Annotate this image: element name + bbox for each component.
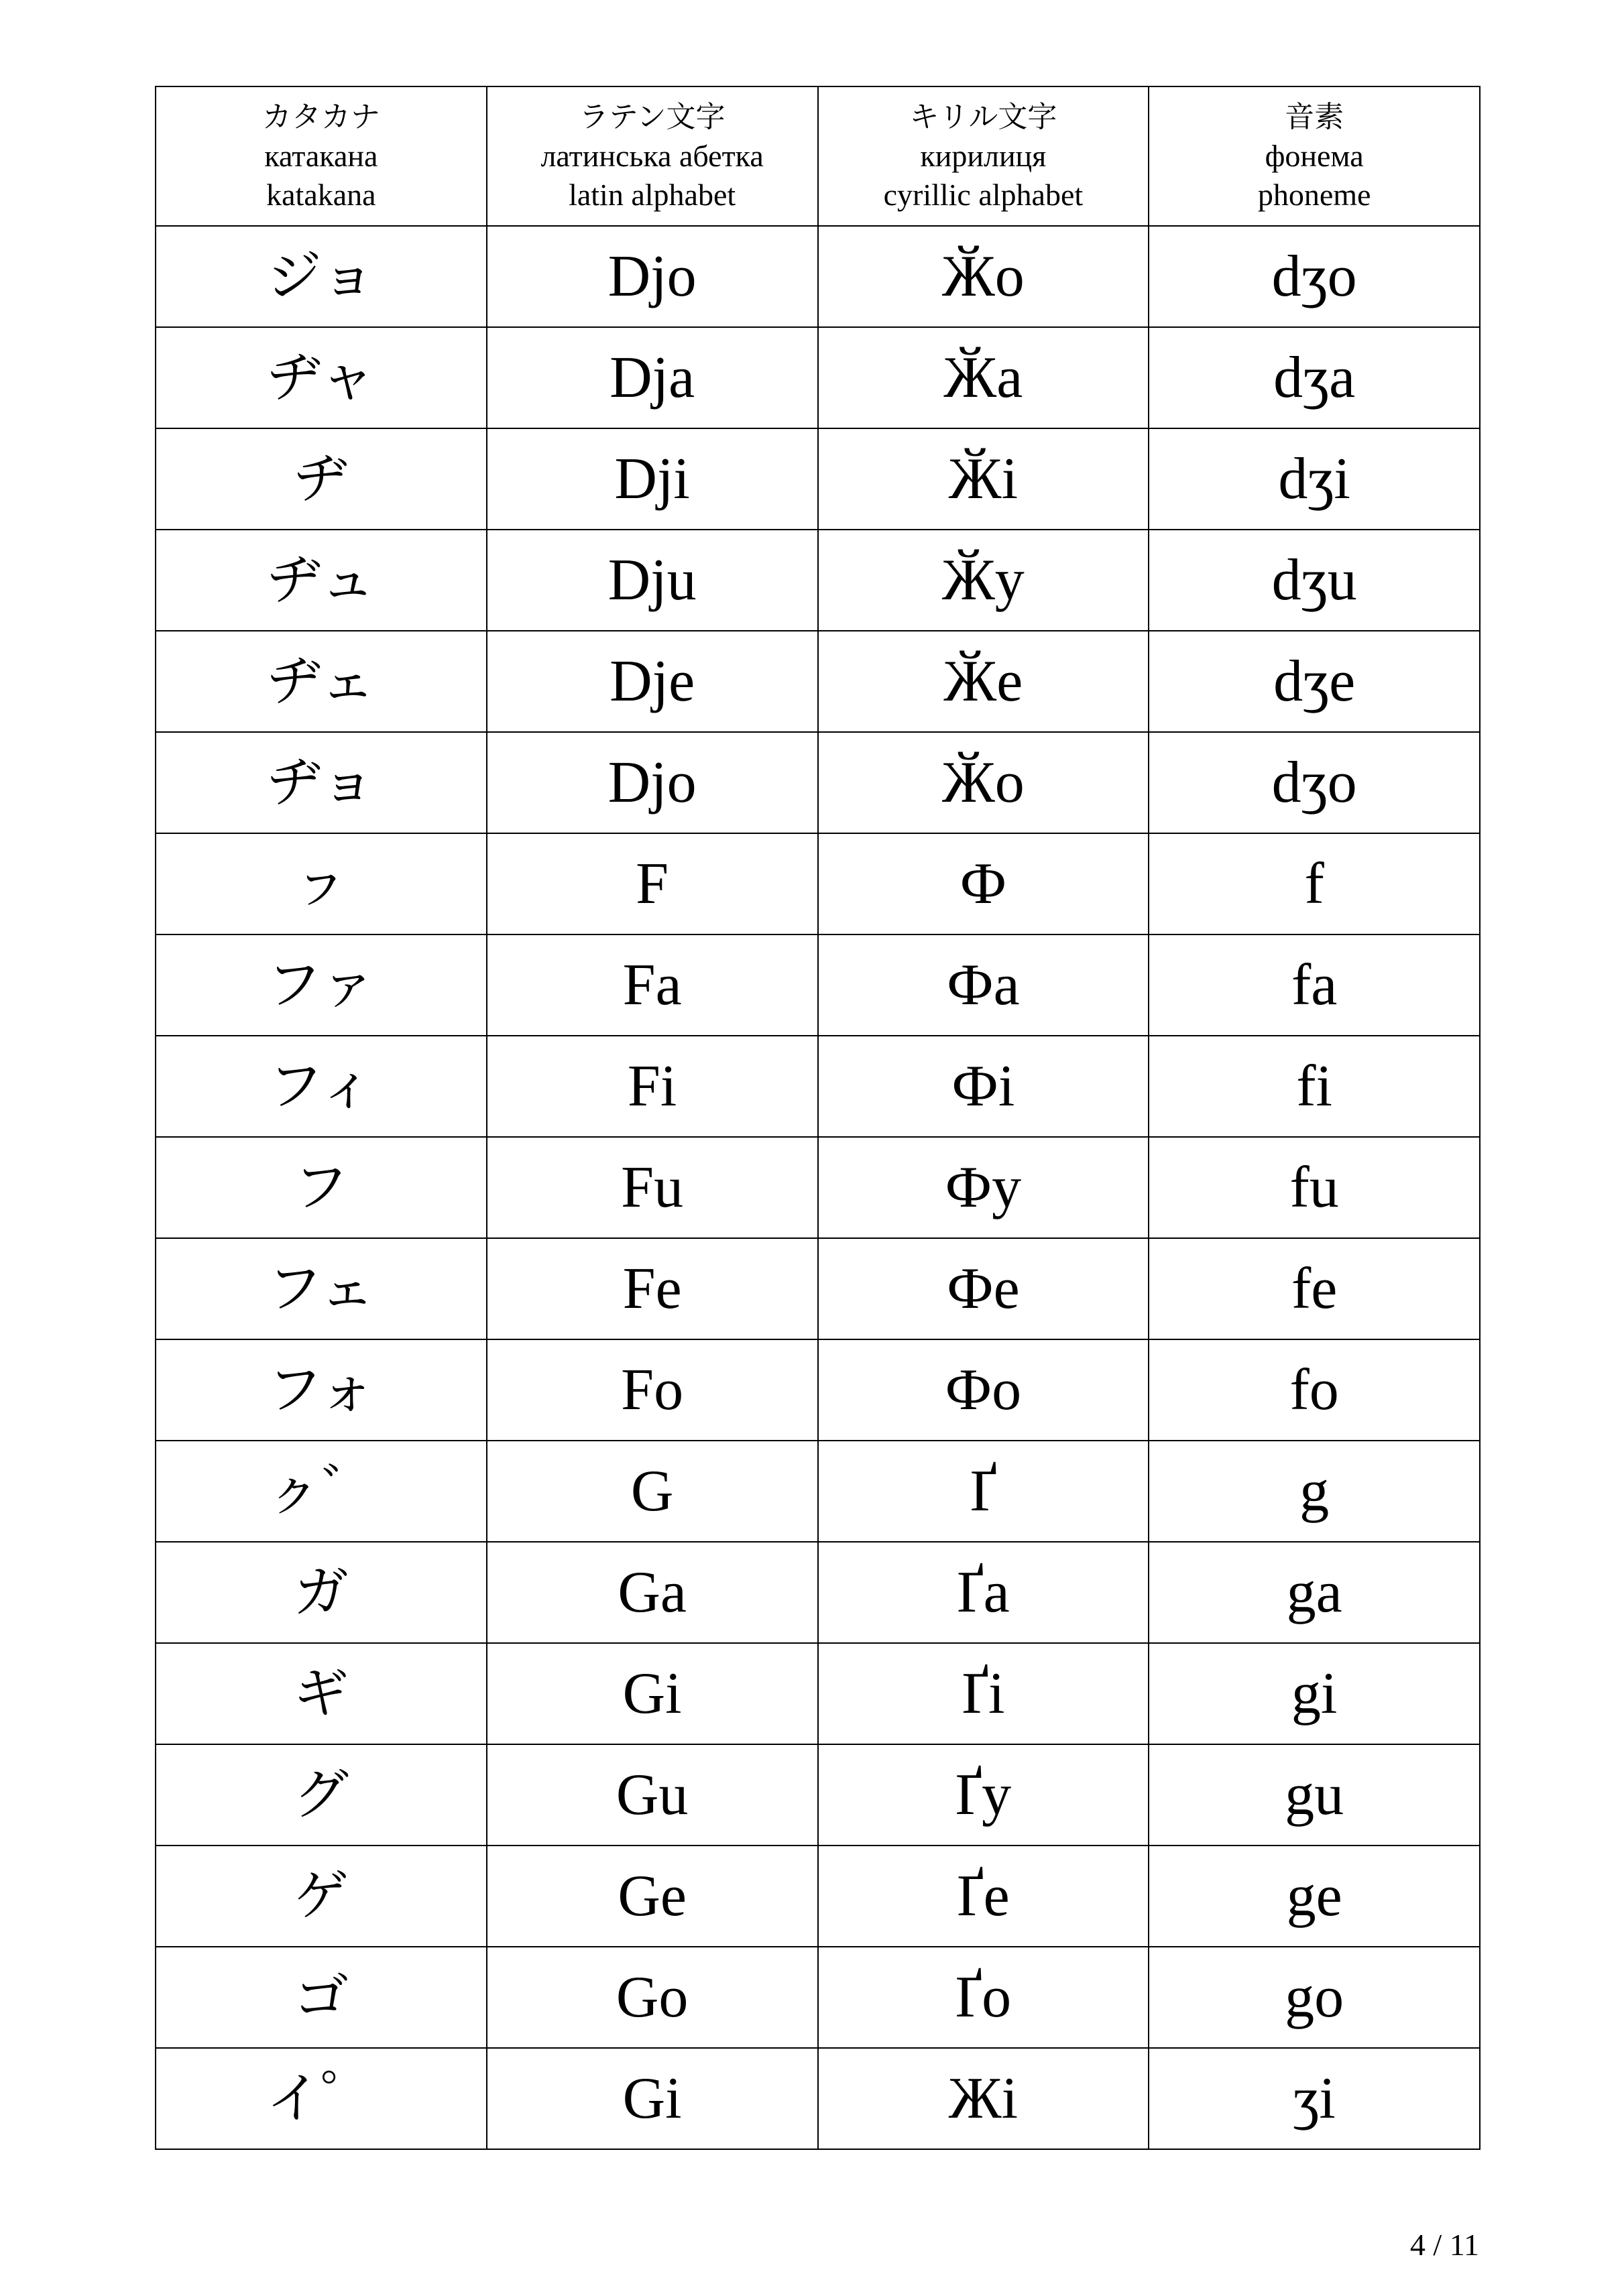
header-phoneme-jp: 音素 <box>1285 100 1344 134</box>
phoneme-cell: ga <box>1149 1542 1480 1643</box>
phoneme-cell: fo <box>1149 1339 1480 1441</box>
kana-cell: ジョ <box>156 226 487 327</box>
phoneme-cell: fa <box>1149 934 1480 1036</box>
transliteration-table <box>155 86 1481 2150</box>
header-latin-en: latin alphabet <box>569 178 736 212</box>
cyrillic-cell: Ґу <box>818 1744 1149 1846</box>
table-row <box>156 428 1480 530</box>
kana-cell: ㇰ゛ <box>156 1441 487 1542</box>
page-number: 4 / 11 <box>1409 2228 1479 2262</box>
table-body <box>156 226 1480 2149</box>
latin-cell: Ga <box>487 1542 818 1643</box>
cyrillic-cell: Ӂа <box>818 327 1149 428</box>
phoneme-cell: fu <box>1149 1137 1480 1238</box>
cyrillic-cell: Ґ <box>818 1441 1149 1542</box>
phoneme-cell: fi <box>1149 1036 1480 1137</box>
table-row <box>156 1947 1480 2048</box>
phoneme-cell: dʒi <box>1149 428 1480 530</box>
header-latin <box>487 86 818 226</box>
kana-cell: ㇷ <box>156 833 487 934</box>
kana-cell: グ <box>156 1744 487 1846</box>
phoneme-cell: gu <box>1149 1744 1480 1846</box>
kana-cell: ギ <box>156 1643 487 1744</box>
table-row <box>156 1643 1480 1744</box>
phoneme-cell: gi <box>1149 1643 1480 1744</box>
latin-cell: Dje <box>487 631 818 732</box>
kana-cell: ヂェ <box>156 631 487 732</box>
table-row <box>156 327 1480 428</box>
header-cyrillic <box>818 86 1149 226</box>
table-row <box>156 1137 1480 1238</box>
kana-cell: イ゜ <box>156 2048 487 2149</box>
cyrillic-cell: Ґа <box>818 1542 1149 1643</box>
latin-cell: Dju <box>487 530 818 631</box>
cyrillic-cell: Фа <box>818 934 1149 1036</box>
table-row <box>156 1238 1480 1339</box>
latin-cell: Djo <box>487 226 818 327</box>
latin-cell: Gi <box>487 1643 818 1744</box>
table-row <box>156 1846 1480 1947</box>
header-phoneme <box>1149 86 1480 226</box>
kana-cell: ヂ <box>156 428 487 530</box>
cyrillic-cell: Ф <box>818 833 1149 934</box>
header-katakana-uk: катакана <box>264 139 378 173</box>
phoneme-cell: go <box>1149 1947 1480 2048</box>
header-katakana-en: katakana <box>266 178 376 212</box>
table-row <box>156 1744 1480 1846</box>
latin-cell: Fo <box>487 1339 818 1441</box>
header-katakana <box>156 86 487 226</box>
latin-cell: Fu <box>487 1137 818 1238</box>
header-cyrillic-en: cyrillic alphabet <box>883 178 1084 212</box>
latin-cell: Ge <box>487 1846 818 1947</box>
kana-cell: フィ <box>156 1036 487 1137</box>
table-row <box>156 530 1480 631</box>
cyrillic-cell: Ӂо <box>818 226 1149 327</box>
cyrillic-cell: Фі <box>818 1036 1149 1137</box>
kana-cell: ゴ <box>156 1947 487 2048</box>
kana-cell: ヂュ <box>156 530 487 631</box>
header-cyrillic-jp: キリル文字 <box>909 100 1057 134</box>
cyrillic-cell: Ґо <box>818 1947 1149 2048</box>
header-latin-uk: латинська абетка <box>540 139 764 173</box>
table-row <box>156 631 1480 732</box>
cyrillic-cell: Ӂе <box>818 631 1149 732</box>
table-row <box>156 732 1480 833</box>
cyrillic-cell: Ӂу <box>818 530 1149 631</box>
phoneme-cell: dʒu <box>1149 530 1480 631</box>
cyrillic-cell: Фе <box>818 1238 1149 1339</box>
cyrillic-cell: Ґе <box>818 1846 1149 1947</box>
phoneme-cell: ʒi <box>1149 2048 1480 2149</box>
kana-cell: ヂャ <box>156 327 487 428</box>
latin-cell: F <box>487 833 818 934</box>
latin-cell: Gu <box>487 1744 818 1846</box>
header-row <box>156 86 1480 226</box>
kana-cell: ヂョ <box>156 732 487 833</box>
header-phoneme-uk: фонема <box>1265 139 1364 173</box>
latin-cell: Gi <box>487 2048 818 2149</box>
header-latin-jp: ラテン文字 <box>579 100 726 134</box>
cyrillic-cell: Жі <box>818 2048 1149 2149</box>
latin-cell: Fe <box>487 1238 818 1339</box>
table-row <box>156 2048 1480 2149</box>
latin-cell: Fi <box>487 1036 818 1137</box>
phoneme-cell: dʒo <box>1149 226 1480 327</box>
cyrillic-cell: Ӂі <box>818 428 1149 530</box>
latin-cell: Go <box>487 1947 818 2048</box>
cyrillic-cell: Ґі <box>818 1643 1149 1744</box>
cyrillic-cell: Ӂо <box>818 732 1149 833</box>
kana-cell: フォ <box>156 1339 487 1441</box>
kana-cell: フ <box>156 1137 487 1238</box>
phoneme-cell: fe <box>1149 1238 1480 1339</box>
latin-cell: Dja <box>487 327 818 428</box>
table-row <box>156 934 1480 1036</box>
phoneme-cell: ge <box>1149 1846 1480 1947</box>
cyrillic-cell: Фу <box>818 1137 1149 1238</box>
kana-cell: ファ <box>156 934 487 1036</box>
table-row <box>156 1441 1480 1542</box>
table-row <box>156 226 1480 327</box>
kana-cell: ガ <box>156 1542 487 1643</box>
table-row <box>156 833 1480 934</box>
header-cyrillic-uk: кирилиця <box>920 139 1047 173</box>
header-katakana-jp: カタカナ <box>262 100 380 134</box>
phoneme-cell: dʒa <box>1149 327 1480 428</box>
latin-cell: Djo <box>487 732 818 833</box>
table-row <box>156 1542 1480 1643</box>
phoneme-cell: g <box>1149 1441 1480 1542</box>
kana-cell: ゲ <box>156 1846 487 1947</box>
latin-cell: Fa <box>487 934 818 1036</box>
latin-cell: G <box>487 1441 818 1542</box>
table-row <box>156 1036 1480 1137</box>
table-header <box>156 86 1480 226</box>
phoneme-cell: dʒo <box>1149 732 1480 833</box>
phoneme-cell: f <box>1149 833 1480 934</box>
table-row <box>156 1339 1480 1441</box>
latin-cell: Dji <box>487 428 818 530</box>
header-phoneme-en: phoneme <box>1257 178 1371 212</box>
kana-cell: フェ <box>156 1238 487 1339</box>
phoneme-cell: dʒe <box>1149 631 1480 732</box>
cyrillic-cell: Фо <box>818 1339 1149 1441</box>
